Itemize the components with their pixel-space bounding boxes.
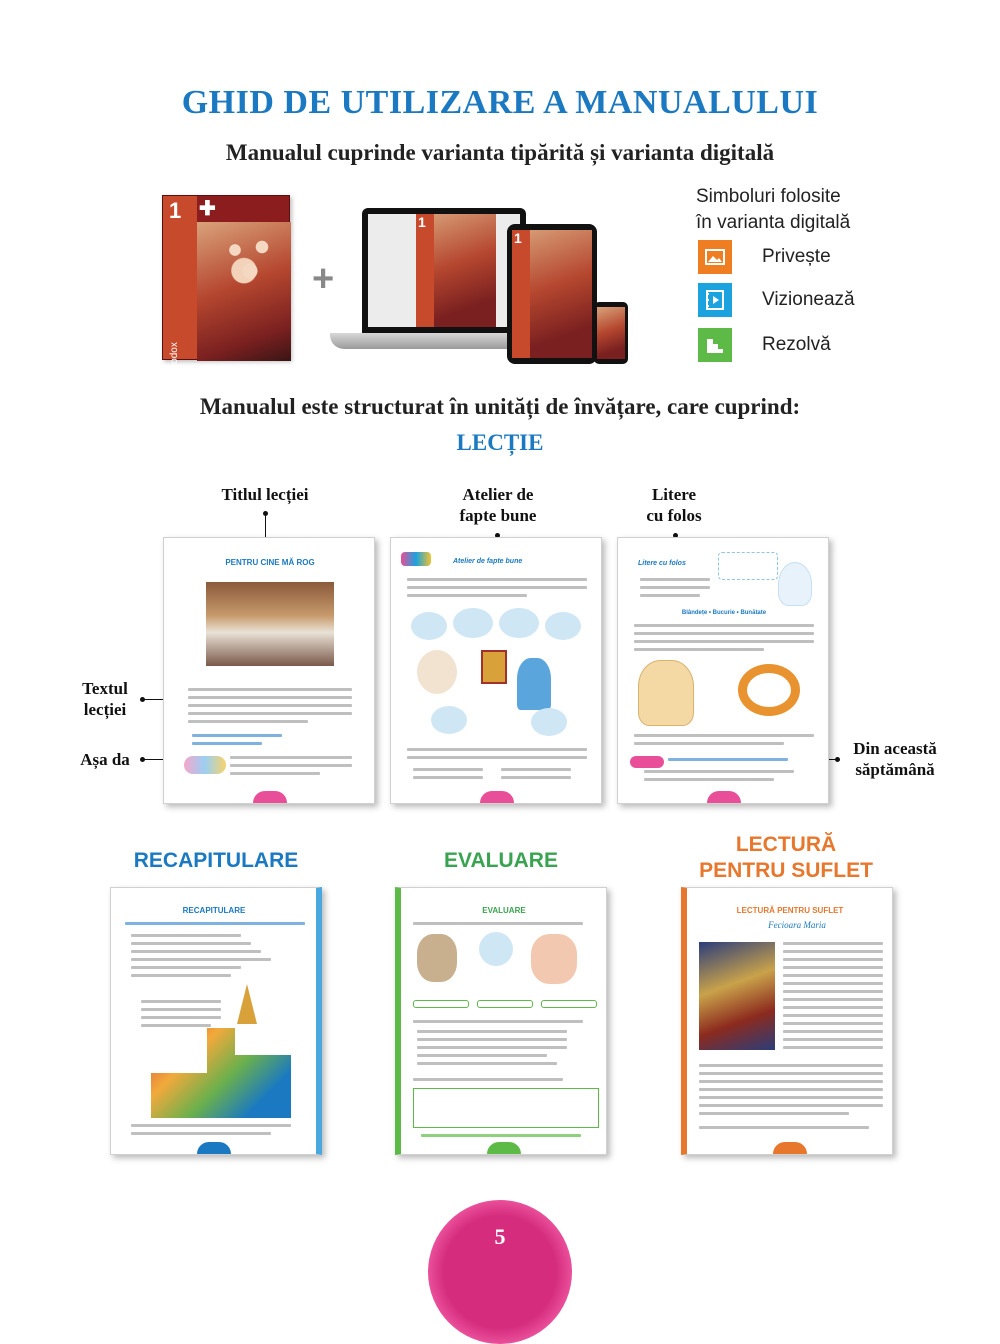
- thumb-lesson-title: PENTRU CINE MĂ ROG: [225, 558, 315, 567]
- label-textul-line2: lecției: [83, 700, 127, 719]
- symbol-vizioneaza: [698, 283, 855, 317]
- plus-sign: +: [312, 258, 335, 300]
- symbol-rezolva: [698, 328, 831, 362]
- film-icon: [698, 283, 732, 317]
- thumb-recap-page: [110, 887, 322, 1155]
- label-din-aceasta-saptamana: [840, 738, 950, 780]
- label-din-line2: săptămână: [855, 760, 935, 779]
- laptop-device: [362, 208, 526, 333]
- cover-title: Religie. Cultul ortodox: [169, 342, 180, 440]
- thumb-eval-title: EVALUARE: [482, 906, 526, 915]
- label-atelier-line1: Atelier de: [462, 485, 534, 504]
- page-number: 5: [494, 1224, 506, 1249]
- label-textul-lectiei: [70, 678, 140, 720]
- section-evaluare: EVALUARE: [444, 849, 558, 872]
- thumb-atelier-title: Atelier de fapte bune: [453, 558, 523, 565]
- section-lectura-line1: LECTURĂ: [735, 833, 837, 856]
- thumb-annunciation-icon: [699, 942, 775, 1050]
- printed-book-cover: [162, 195, 290, 440]
- label-atelier: [428, 484, 568, 526]
- thumb-icon-image: [481, 650, 507, 684]
- cover-grade: 1: [169, 198, 182, 223]
- tablet-grade: 1: [514, 230, 522, 246]
- thumb-children-icon: [184, 756, 226, 774]
- thumb-lesson-photo: [206, 582, 334, 666]
- laptop-grade: 1: [418, 214, 426, 230]
- thumb-glove-image: [638, 660, 694, 726]
- thumb-atelier-icon: [401, 552, 431, 566]
- page-title: GHID DE UTILIZARE A MANUALULUI: [181, 84, 819, 121]
- section-recapitulare: RECAPITULARE: [133, 849, 299, 872]
- structure-intro: Manualul este structurat în unități de învățare, care cuprind:: [199, 394, 801, 419]
- symbols-heading-line2: în varianta digitală: [696, 212, 851, 233]
- page-number-badge: [428, 1200, 572, 1344]
- symbol-priveste: [698, 240, 831, 274]
- thumb-litere-title: Litere cu folos: [638, 560, 686, 567]
- laptop-book-cover: [416, 214, 496, 327]
- symbol-label-rezolva: Rezolvă: [762, 334, 831, 355]
- thumb-recap-title: RECAPITULARE: [182, 906, 246, 915]
- label-textul-line1: Textul: [82, 679, 128, 698]
- label-litere: [614, 484, 734, 526]
- thumb-snowman-image: [778, 562, 812, 606]
- thumb-lesson-page: [163, 537, 375, 804]
- symbol-label-vizioneaza: Vizionează: [762, 289, 855, 310]
- thumb-ring-image: [738, 664, 800, 716]
- thumb-litere-subtitle: Blândețe • Bucurie • Bunătate: [681, 610, 767, 616]
- lectie-heading: LECȚIE: [456, 430, 544, 455]
- label-litere-line2: cu folos: [646, 506, 702, 525]
- cross-icon: ✚: [199, 198, 216, 220]
- phone-device: [594, 302, 628, 364]
- section-lectura-line2: PENTRU SUFLET: [699, 859, 873, 882]
- label-litere-line1: Litere: [651, 485, 697, 504]
- image-icon: [698, 240, 732, 274]
- symbols-heading-line1: Simboluri folosite: [696, 186, 841, 207]
- label-asa-da: Așa da: [80, 750, 130, 769]
- label-atelier-line2: fapte bune: [459, 506, 537, 525]
- label-titlul-lectiei: Titlul lecției: [221, 485, 309, 504]
- thumb-eval-page: [395, 887, 607, 1155]
- thumb-church-wordcloud: [151, 1028, 291, 1118]
- thumb-lectura-title: LECTURĂ PENTRU SUFLET: [736, 906, 844, 915]
- thumb-litere-page: [617, 537, 829, 804]
- symbols-heading: [696, 184, 850, 236]
- symbol-label-priveste: Privește: [762, 246, 831, 267]
- section-lectura: [674, 832, 898, 884]
- tablet-device: [507, 224, 597, 364]
- page-subtitle: Manualul cuprinde varianta tipărită și varianta digitală: [225, 140, 775, 165]
- label-din-line1: Din această: [853, 739, 937, 758]
- stairs-icon: [698, 328, 732, 362]
- thumb-atelier-page: [390, 537, 602, 804]
- cover-children-image: [217, 226, 277, 286]
- thumb-lectura-subtitle: Fecioara Maria: [768, 920, 826, 930]
- thumb-lectura-page: [681, 887, 893, 1155]
